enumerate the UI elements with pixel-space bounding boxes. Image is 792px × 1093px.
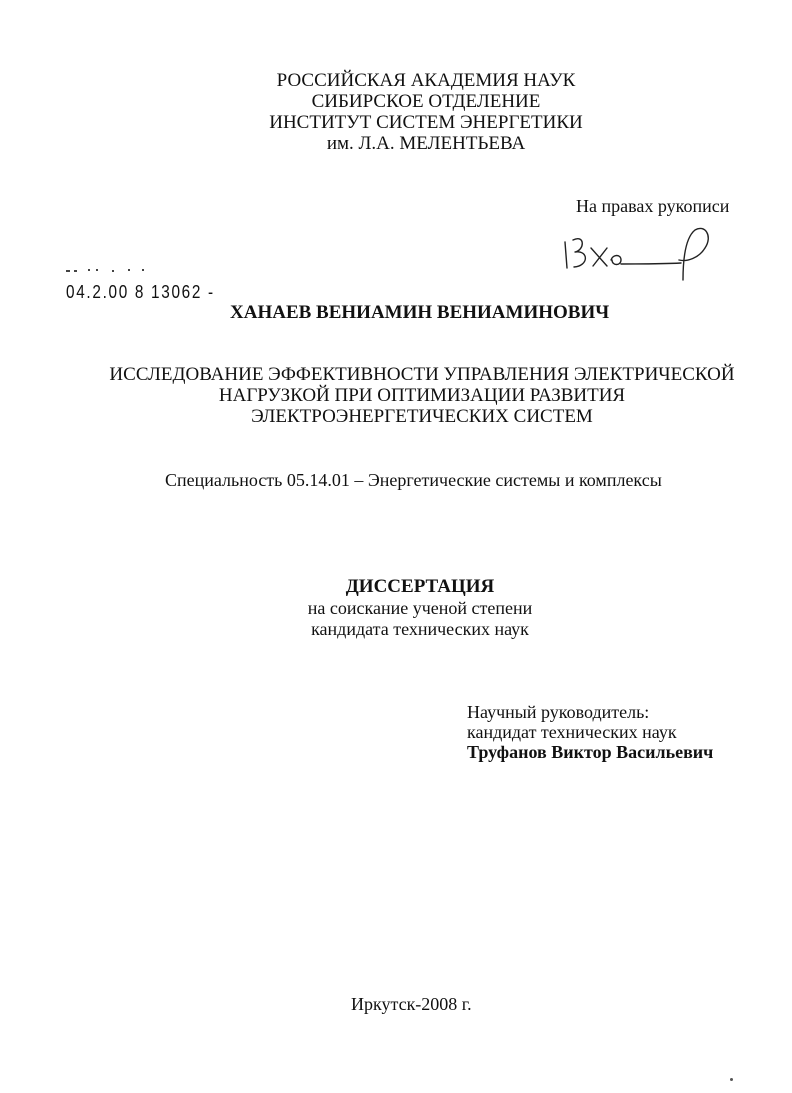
stamp-dots bbox=[66, 266, 156, 278]
scan-speck bbox=[730, 1078, 733, 1081]
author-name: ХАНАЕВ ВЕНИАМИН ВЕНИАМИНОВИЧ bbox=[230, 302, 610, 323]
advisor-block bbox=[467, 702, 713, 762]
institution-line-1: РОССИЙСКАЯ АКАДЕМИЯ НАУК bbox=[276, 70, 576, 91]
institution-line-2: СИБИРСКОЕ ОТДЕЛЕНИЕ bbox=[311, 91, 541, 112]
title-line-1: ИССЛЕДОВАНИЕ ЭФФЕКТИВНОСТИ УПРАВЛЕНИЯ ЭЛЕКТРИЧЕСКОЙ bbox=[109, 364, 735, 385]
manuscript-note: На правах рукописи bbox=[576, 196, 730, 216]
dissertation-title bbox=[26, 364, 792, 427]
title-line-3: ЭЛЕКТРОЭНЕРГЕТИЧЕСКИХ СИСТЕМ bbox=[251, 406, 593, 427]
city-year: Иркутск-2008 г. bbox=[351, 994, 472, 1014]
institution-line-4: им. Л.А. МЕЛЕНТЬЕВА bbox=[326, 133, 526, 154]
dissertation-line-1: на соискание ученой степени bbox=[307, 598, 533, 618]
advisor-role: Научный руководитель: bbox=[467, 702, 650, 722]
signature-icon bbox=[555, 220, 725, 286]
title-line-2: НАГРУЗКОЙ ПРИ ОПТИМИЗАЦИИ РАЗВИТИЯ bbox=[218, 385, 626, 406]
dissertation-heading: ДИССЕРТАЦИЯ bbox=[345, 576, 495, 597]
advisor-degree: кандидат технических наук bbox=[467, 722, 677, 742]
stamp-dots-icon bbox=[66, 266, 156, 274]
specialty: Специальность 05.14.01 – Энергетические системы и комплексы bbox=[165, 470, 662, 490]
dissertation-line-2: кандидата технических наук bbox=[311, 619, 529, 639]
registration-stamp: 04.2.00 8 13062 - bbox=[66, 282, 215, 302]
advisor-name: Труфанов Виктор Васильевич bbox=[467, 742, 714, 762]
dissertation-block bbox=[24, 576, 792, 640]
institution-line-3: ИНСТИТУТ СИСТЕМ ЭНЕРГЕТИКИ bbox=[269, 112, 583, 133]
institution-header bbox=[30, 70, 792, 154]
